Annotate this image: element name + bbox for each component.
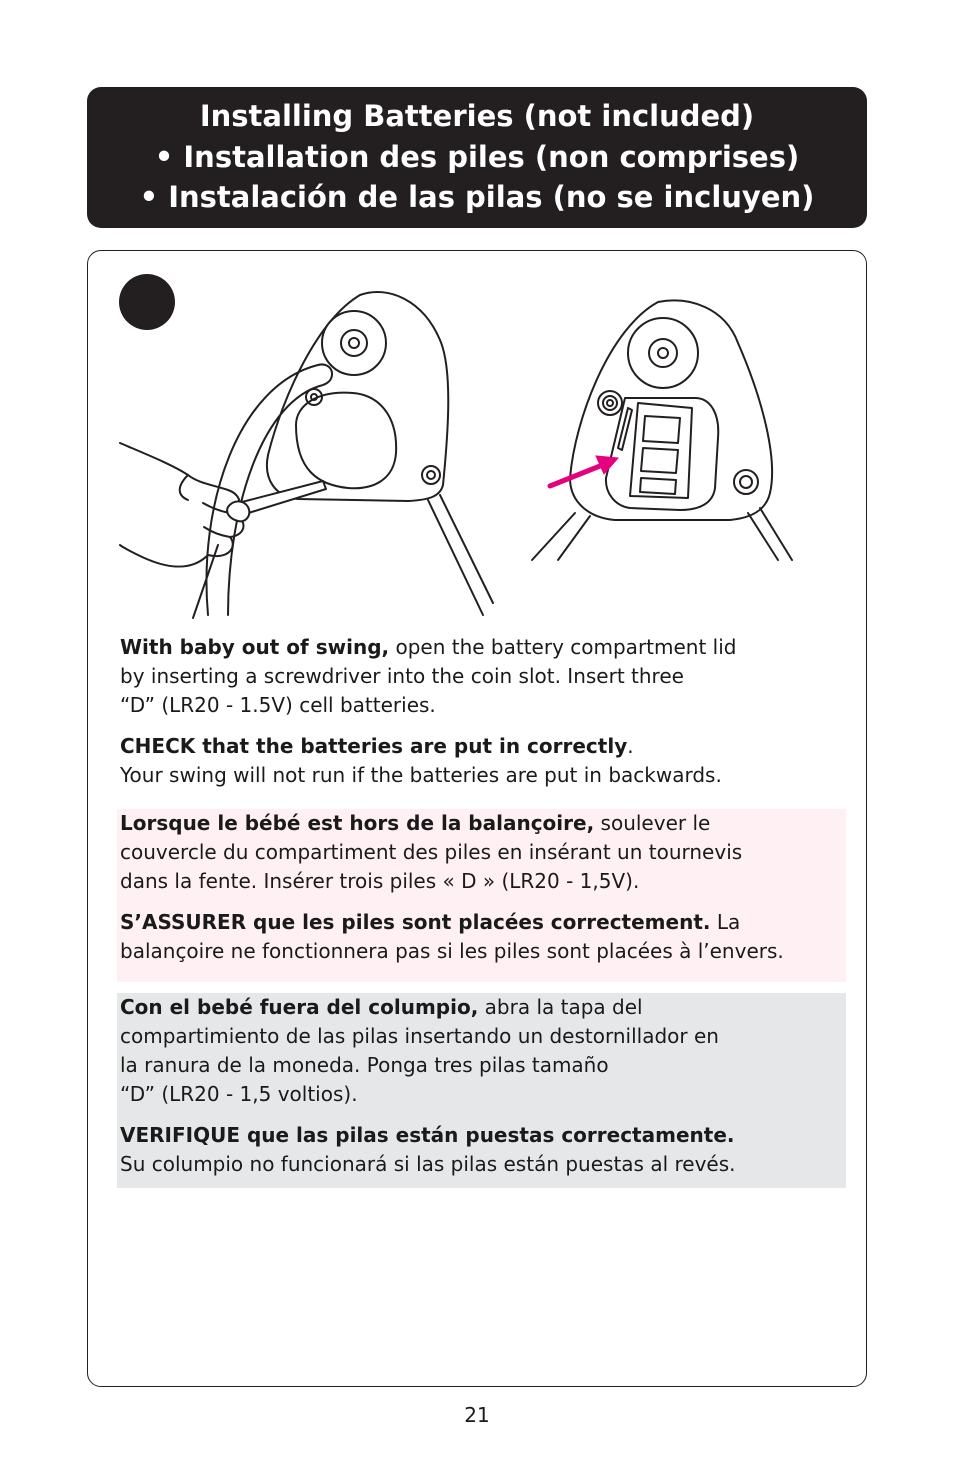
french-check-warning: S’ASSURER que les piles sont placées correctement. — [120, 910, 711, 934]
french-instructions — [117, 809, 846, 982]
page-header — [87, 87, 867, 228]
french-bold-lead: Lorsque le bébé est hors de la balançoire, — [120, 811, 595, 835]
header-title-spanish: • Instalación de las pilas (no se incluyen) — [139, 180, 815, 214]
english-bold-lead: With baby out of swing, — [120, 635, 390, 659]
spanish-check-warning: VERIFIQUE que las pilas están puestas correctamente. — [120, 1123, 735, 1147]
battery-compartment-illustration — [530, 298, 800, 563]
header-title-english: Installing Batteries (not included) — [199, 99, 755, 133]
header-title-french: • Installation des piles (non comprises) — [154, 139, 800, 174]
english-paragraph-1: With baby out of swing, open the battery compartment lid by inserting a screwdriver into the coin slot. Insert three “D” (LR20 - 1.5V) cell batteries. — [120, 635, 737, 717]
spanish-paragraph-1: Con el bebé fuera del columpio, abra la tapa del compartimiento de las pilas insertando un destornillador en la ranura de la moneda. Ponga tres pilas tamaño “D” (LR20 - 1,5 voltios). — [120, 995, 719, 1106]
french-paragraph-1: Lorsque le bébé est hors de la balançoire, soulever le couvercle du compartiment des piles en insérant un tournevis dans la fente. Insérer trois piles « D » (LR20 - 1,5V). — [120, 811, 743, 893]
page-number: 21 — [464, 1403, 490, 1427]
spanish-instructions — [117, 993, 846, 1188]
spanish-paragraph-2: VERIFIQUE que las pilas están puestas correctamente. Su columpio no funcionará si las pilas están puestas al revés. — [120, 1123, 736, 1176]
spanish-bold-lead: Con el bebé fuera del columpio, — [120, 995, 479, 1019]
screwdriver-illustration — [118, 285, 498, 620]
english-check-warning: CHECK that the batteries are put in correctly — [120, 734, 628, 758]
french-paragraph-2: S’ASSURER que les piles sont placées correctement. La balançoire ne fonctionnera pas si les piles sont placées à l’envers. — [120, 910, 784, 963]
english-instructions — [117, 633, 846, 790]
english-paragraph-2: CHECK that the batteries are put in correctly. Your swing will not run if the batteries are put in backwards. — [120, 734, 722, 787]
